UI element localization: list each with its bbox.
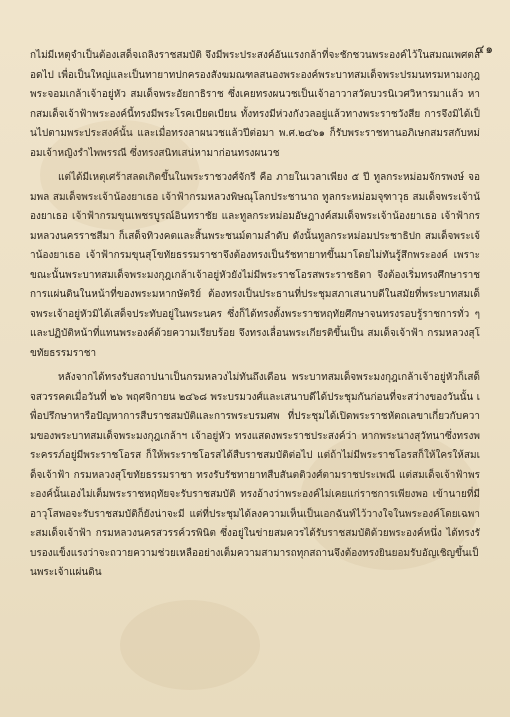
paragraph-accession: หลังจากได้ทรงรับสถาปนาเป็นกรมหลวงไม่ทันถึงเดือน พระบาทสมเด็จพระมงกุฎเกล้าเจ้าอยู่หัวก็เสด็จสวรรคตเมื่อวันที่ ๒๖ พฤศจิกายน ๒๔๖๘ พระบรมวงศ์และเสนาบดีได้ประชุมกันก่อนที่จะสว่างของวันนั้น เพื่อปรึกษาหารือปัญหาการสืบราชสมบัติและการพระบรมศพ ที่ประชุมได้เปิดพระราชหัตถเลขาเกี่ยวกับความของพระบาทสมเด็จพระมงกุฎเกล้าฯ เจ้าอยู่หัว ทรงแสดงพระราชประสงค์ว่า หากพระนางสุวัทนาซึ่งทรงพระครรภ์อยู่มีพระราชโอรส ก็ให้พระราชโอรสได้สืบราชสมบัติต่อไป แต่ถ้าไม่มีพระราชโอรสก็ให้ใครให้สมเด็จเจ้าฟ้า กรมหลวงสุโขทัยธรรมราชา ทรงรับรัชทายาทสืบสันตติวงศ์ตามราชประเพณี แต่สมเด็จเจ้าฟ้าพระองค์นั้นเองไม่เต็มพระราชหฤทัยจะรับราชสมบัติ ทรงอ้างว่าพระองค์ไม่เคยแก่ราชการเพียงพอ เข้านายที่มีอาวุโสพอจะรับราชสมบัติก็ยังน่าจะมี แต่ที่ประชุมได้ลงความเห็นเป็นเอกฉันท์ไว้วางใจในพระองค์โดยเฉพาะสมเด็จเจ้าฟ้า กรมหลวงนครสวรรค์วรพินิต ซึ่งอยู่ในข่ายสมควรได้รับราชสมบัติด้วยพระองค์หนึ่ง ได้ทรงรับรองแข็งแรงว่าจะถวายความช่วยเหลืออย่างเต็มความสามารถทุกสถานจึงต้องทรงยินยอมรับอัญเชิญขึ้นเป็นพระเจ้าแผ่นดิน: [30, 372, 480, 578]
paper-stain: [120, 600, 260, 690]
page-number: ๔๑: [475, 42, 494, 56]
paragraph-continuation: กไม่มีเหตุจำเป็นต้องเสด็จเถลิงราชสมบัติ จึงมีพระประสงค์อันแรงกล้าที่จะชักชวนพระองค์ไว้ในสมณเพศตลอดไป เพื่อเป็นใหญ่และเป็นทายาทปกครองสังฆมณฑลสนองพระองค์พระบาทสมเด็จพระปรมนทรมหามงกุฎ พระจอมเกล้าเจ้าอยู่หัว สมเด็จพระอัยกาธิราช ซึ่งเคยทรงผนวชเป็นเจ้าอาวาสวัดบวรนิเวศวิหารมาแล้ว หากสมเด็จเจ้าฟ้าพระองค์นี้ทรงมีพระโรคเบียดเบียน ทั้งทรงมีห่วงกังวลอยู่แล้วทางพระราชวังสีย การจึงมิได้เป็นไปตามพระประสงค์นั้น และเมื่อทรงลาผนวชแล้วปีต่อมา พ.ศ.๒๔๖๑ ก็รับพระราชทานอภิเษกสมรสกับหม่อมเจ้าหญิงรำไพพรรณี ซึ่งทรงสนิทเสน่หามาก่อนทรงผนวช: [30, 50, 480, 159]
paragraph-royal-succession: แต่ได้มีเหตุเศร้าสลดเกิดขึ้นในพระราชวงศ์จักรี คือ ภายในเวลาเพียง ๕ ปี ทูลกระหม่อมจักรพงษ์ จอมพล สมเด็จพระเจ้าน้องยาเธอ เจ้าฟ้ากรมหลวงพิษณุโลกประชานาถ ทูลกระหม่อมจุฑาวุธ สมเด็จพระเจ้าน้องยาเธอ เจ้าฟ้ากรมขุนเพชรบูรณ์อินทราชัย และทูลกระหม่อมอัษฎางค์สมเด็จพระเจ้าน้องยาเธอ เจ้าฟ้ากรมหลวงนครราชสีมา ก็เสด็จทิวงคตและสิ้นพระชนม์ตามลำดับ ดังนั้นทูลกระหม่อมประชาธิปก สมเด็จพระเจ้าน้องยาเธอ เจ้าฟ้ากรมขุนสุโขทัยธรรมราชาจึงต้องทรงเป็นรัชทายาทขึ้นมาโดยไม่ทันรู้สึกพระองค์ เพราะขณะนั้นพระบาทสมเด็จพระมงกุฎเกล้าเจ้าอยู่หัวยังไม่มีพระราชโอรสพระราชธิดา จึงต้องเริ่มทรงศึกษาราชการแผ่นดินในหน้าที่ของพระมหากษัตริย์ ต้องทรงเป็นประธานที่ประชุมสภาเสนาบดีในสมัยที่พระบาทสมเด็จพระเจ้าอยู่หัวมิได้เสด็จประทับอยู่ในพระนคร ซึ่งก็ได้ทรงตั้งพระราชหฤทัยศึกษาจนทรงรอบรู้ราชการทั่ว ๆ และปฏิบัติหน้าที่แทนพระองค์ด้วยความเรียบร้อย จึงทรงเลื่อนพระเกียรติขึ้นเป็น สมเด็จเจ้าฟ้า กรมหลวงสุโขทัยธรรมราชา: [30, 172, 480, 359]
